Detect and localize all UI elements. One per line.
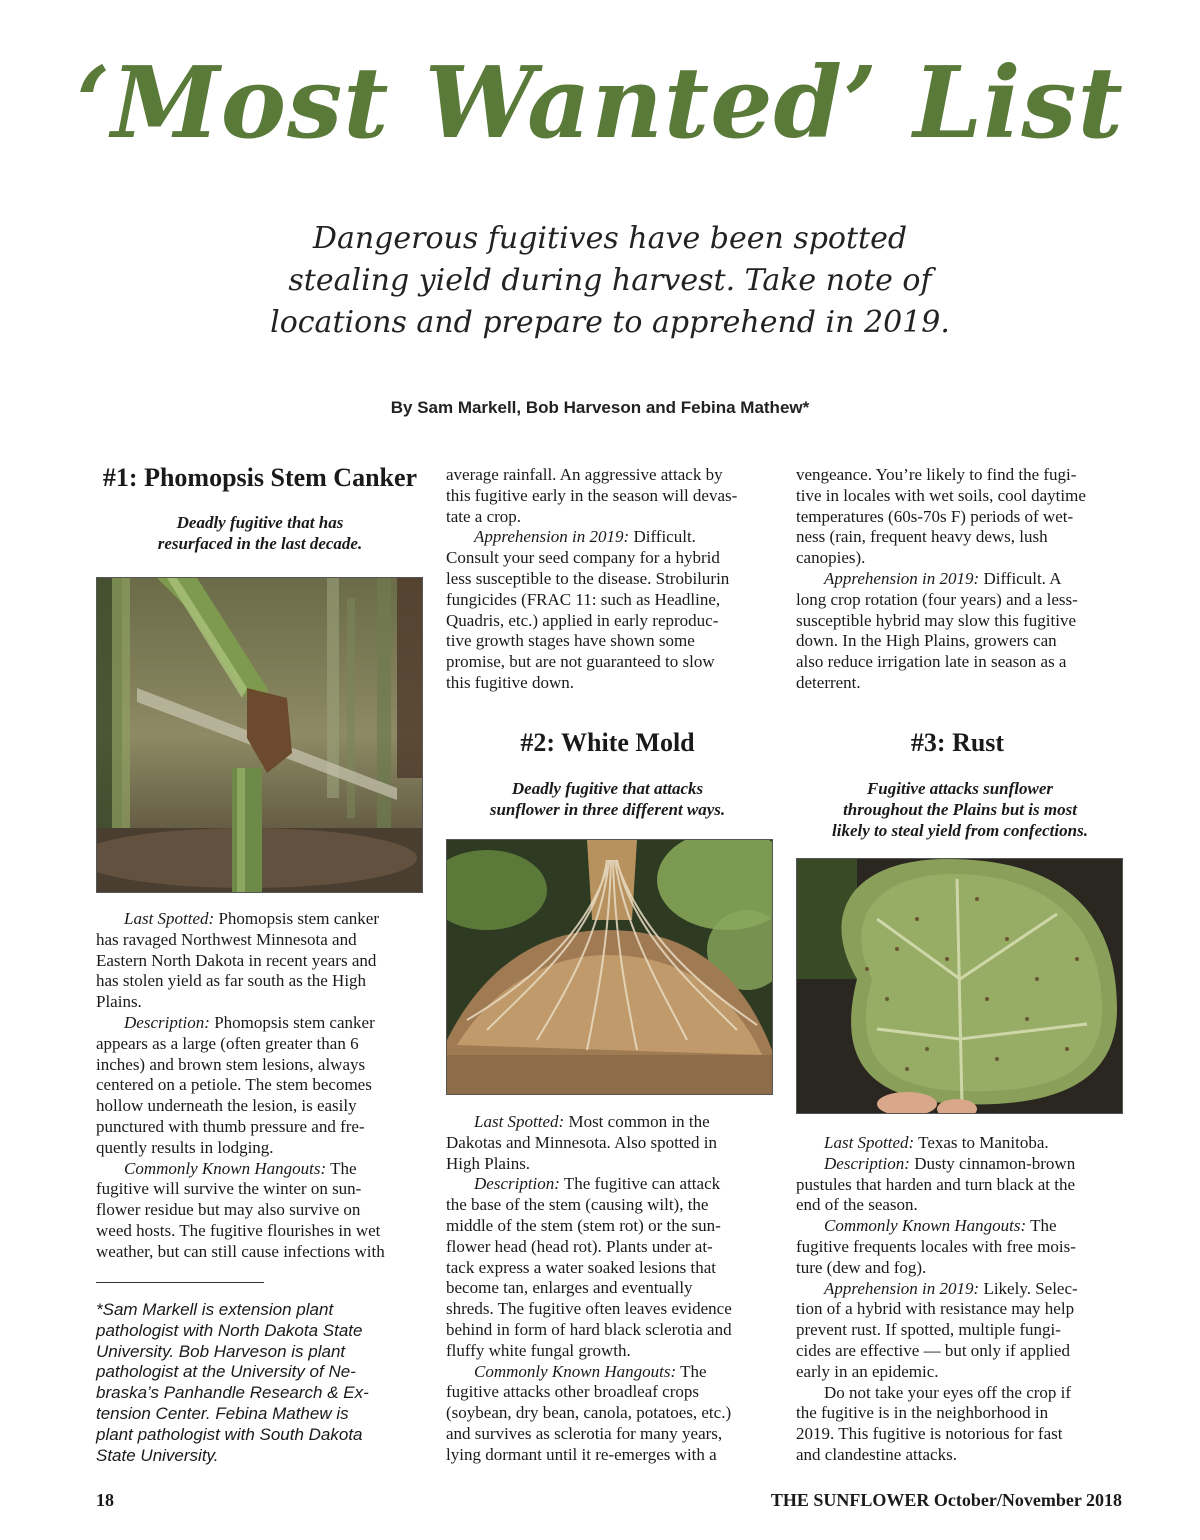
- text-line: middle of the stem (stem rot) or the sun-: [446, 1215, 721, 1235]
- column-2-bottom-text: [446, 1112, 781, 1466]
- text-line: pustules that harden and turn black at the: [796, 1174, 1075, 1194]
- text-line: inches) and brown stem lesions, always: [96, 1054, 366, 1074]
- text-line: 2019. This fugitive is notorious for fast: [796, 1424, 1063, 1444]
- text-line: become tan, enlarges and eventually: [446, 1278, 693, 1298]
- text-line: Consult your seed company for a hybrid: [446, 548, 720, 568]
- text-line: tack express a water soaked lesions that: [446, 1257, 717, 1277]
- white-mold-photo: [446, 839, 773, 1095]
- column-3-bottom-text: [796, 1133, 1131, 1466]
- text-line: tate a crop.: [446, 506, 522, 526]
- text-line: long crop rotation (four years) and a less-: [796, 589, 1078, 609]
- section-1-subhead: [90, 512, 430, 554]
- rust-leaf-photo: [796, 858, 1123, 1114]
- deck-line: stealing yield during harvest. Take note of: [288, 263, 932, 298]
- text-line: centered on a petiole. The stem becomes: [96, 1075, 372, 1095]
- subhead-line: likely to steal yield from confections.: [832, 821, 1088, 840]
- para-label: Apprehension in 2019:: [474, 527, 630, 547]
- text-line: Difficult. A: [979, 568, 1062, 588]
- subhead-line: Fugitive attacks sunflower: [866, 779, 1054, 798]
- text-line: fungicides (FRAC 11: such as Headline,: [446, 589, 721, 609]
- text-line: Texas to Manitoba.: [914, 1133, 1049, 1152]
- text-line: and clandestine attacks.: [796, 1444, 957, 1464]
- text-line: fluffy white fungal growth.: [446, 1340, 631, 1360]
- text-line: end of the season.: [796, 1195, 918, 1215]
- text-line: tive growth stages have shown some: [446, 631, 695, 651]
- text-line: The fugitive can attack: [559, 1174, 721, 1194]
- text-line: punctured with thumb pressure and fre-: [96, 1116, 365, 1136]
- text-line: tive in locales with wet soils, cool daytime: [796, 485, 1086, 505]
- text-line: fugitive attacks other broadleaf crops: [446, 1382, 700, 1402]
- text-line: prevent rust. If spotted, multiple fungi-: [796, 1320, 1061, 1340]
- text-line: tion of a hybrid with resistance may help: [796, 1299, 1075, 1319]
- text-line: Most common in the: [564, 1112, 710, 1131]
- text-line: susceptible hybrid may slow this fugitive: [796, 610, 1076, 630]
- text-line: The: [326, 1158, 357, 1178]
- text-line: this fugitive early in the season will devas-: [446, 485, 738, 505]
- footnote-line: tension Center. Febina Mathew is: [96, 1403, 349, 1423]
- para-label: Last Spotted:: [124, 909, 215, 928]
- section-3-subhead: [790, 778, 1130, 841]
- deck: [220, 218, 1000, 344]
- footnote-line: University. Bob Harveson is plant: [96, 1341, 346, 1361]
- text-line: weather, but can still cause infections with: [96, 1241, 385, 1261]
- footnote-line: *Sam Markell is extension plant: [96, 1300, 334, 1319]
- column-2-top-text: [446, 465, 781, 694]
- text-line: Dusty cinnamon-brown: [909, 1153, 1076, 1173]
- text-line: and survives as sclerotia for many years,: [446, 1423, 723, 1443]
- text-line: the base of the stem (causing wilt), the: [446, 1195, 709, 1215]
- byline: By Sam Markell, Bob Harveson and Febina Mathew*: [390, 398, 810, 417]
- section-2-subhead: [440, 778, 775, 820]
- text-line: Likely. Selec-: [979, 1278, 1078, 1298]
- deck-line: Dangerous fugitives have been spotted: [312, 221, 908, 256]
- text-line: has ravaged Northwest Minnesota and: [96, 929, 357, 949]
- para-label: Apprehension in 2019:: [824, 1278, 980, 1298]
- deck-line: locations and prepare to apprehend in 2019.: [270, 305, 950, 340]
- subhead-line: resurfaced in the last decade.: [157, 534, 363, 553]
- phomopsis-stem-photo: [96, 577, 423, 893]
- footnote-rule: [96, 1282, 264, 1283]
- text-line: Phomopsis stem canker: [214, 909, 379, 928]
- text-line: High Plains.: [446, 1153, 531, 1173]
- para-label: Description:: [474, 1174, 560, 1194]
- text-line: hollow underneath the lesion, is easily: [96, 1096, 357, 1116]
- text-line: canopies).: [796, 548, 866, 568]
- subhead-line: throughout the Plains but is most: [843, 800, 1077, 819]
- text-line: fugitive will survive the winter on sun-: [96, 1179, 362, 1199]
- text-line: promise, but are not guaranteed to slow: [446, 652, 715, 672]
- text-line: Difficult.: [629, 527, 696, 547]
- text-line: early in an epidemic.: [796, 1361, 939, 1381]
- text-line: Phomopsis stem canker: [209, 1012, 375, 1032]
- footnote-line: pathologist with North Dakota State: [96, 1320, 363, 1340]
- text-line: average rainfall. An aggressive attack by: [446, 465, 723, 484]
- para-label: Apprehension in 2019:: [824, 568, 980, 588]
- text-line: shreds. The fugitive often leaves evidence: [446, 1299, 732, 1319]
- text-line: has stolen yield as far south as the High: [96, 971, 367, 991]
- para-label: Commonly Known Hangouts:: [824, 1216, 1027, 1236]
- page-number: 18: [96, 1490, 114, 1510]
- para-label: Description:: [124, 1012, 210, 1032]
- text-line: deterrent.: [796, 672, 861, 692]
- text-line: also reduce irrigation late in season as a: [796, 652, 1067, 672]
- text-line: appears as a large (often greater than 6: [96, 1033, 359, 1053]
- para-label: Last Spotted:: [824, 1133, 915, 1152]
- text-line: ture (dew and fog).: [796, 1257, 927, 1277]
- column-3-top-text: [796, 465, 1131, 694]
- text-line: flower head (head rot). Plants under at-: [446, 1236, 713, 1256]
- text-line: weed hosts. The fugitive flourishes in wet: [96, 1220, 381, 1240]
- para-label: Commonly Known Hangouts:: [124, 1158, 327, 1178]
- footnote-line: State University.: [96, 1445, 219, 1465]
- section-1-heading: #1: Phomopsis Stem Canker: [102, 463, 418, 492]
- text-line: the fugitive is in the neighborhood in: [796, 1403, 1049, 1423]
- text-line: Do not take your eyes off the crop if: [824, 1382, 1072, 1402]
- text-line: temperatures (60s-70s F) periods of wet-: [796, 506, 1074, 526]
- text-line: The: [1026, 1216, 1057, 1236]
- text-line: cides are effective — but only if applied: [796, 1340, 1070, 1360]
- subhead-line: Deadly fugitive that attacks: [511, 779, 704, 798]
- text-line: vengeance. You’re likely to find the fugi-: [796, 465, 1077, 484]
- text-line: less susceptible to the disease. Strobilurin: [446, 568, 730, 588]
- text-line: (soybean, dry bean, canola, potatoes, etc.): [446, 1403, 732, 1423]
- section-3-heading: #3: Rust: [910, 728, 1005, 757]
- text-line: Eastern North Dakota in recent years and: [96, 950, 377, 970]
- para-label: Description:: [824, 1153, 910, 1173]
- text-line: flower residue but may also survive on: [96, 1200, 361, 1220]
- text-line: this fugitive down.: [446, 672, 574, 692]
- author-footnote: [96, 1300, 416, 1466]
- text-line: Quadris, etc.) applied in early reproduc-: [446, 610, 719, 630]
- section-2-heading: #2: White Mold: [520, 728, 695, 757]
- publication-footer: THE SUNFLOWER October/November 2018: [770, 1490, 1122, 1510]
- text-line: The: [676, 1361, 707, 1381]
- para-label: Last Spotted:: [474, 1112, 565, 1131]
- text-line: quently results in lodging.: [96, 1137, 274, 1157]
- page-title: ‘Most Wanted’ List: [76, 46, 1124, 161]
- footnote-line: plant pathologist with South Dakota: [96, 1424, 363, 1444]
- subhead-line: Deadly fugitive that has: [176, 513, 344, 532]
- para-label: Commonly Known Hangouts:: [474, 1361, 677, 1381]
- footnote-line: pathologist at the University of Ne-: [96, 1362, 356, 1382]
- text-line: lying dormant until it re-emerges with a: [446, 1444, 717, 1464]
- text-line: down. In the High Plains, growers can: [796, 631, 1057, 651]
- text-line: Plains.: [96, 992, 142, 1012]
- subhead-line: sunflower in three different ways.: [489, 800, 726, 819]
- footnote-line: braska’s Panhandle Research & Ex-: [96, 1383, 369, 1403]
- column-1-text: [96, 909, 426, 1263]
- text-line: ness (rain, frequent heavy dews, lush: [796, 527, 1048, 547]
- text-line: fugitive frequents locales with free mois-: [796, 1236, 1076, 1256]
- text-line: behind in form of hard black sclerotia and: [446, 1319, 732, 1339]
- text-line: Dakotas and Minnesota. Also spotted in: [446, 1132, 718, 1152]
